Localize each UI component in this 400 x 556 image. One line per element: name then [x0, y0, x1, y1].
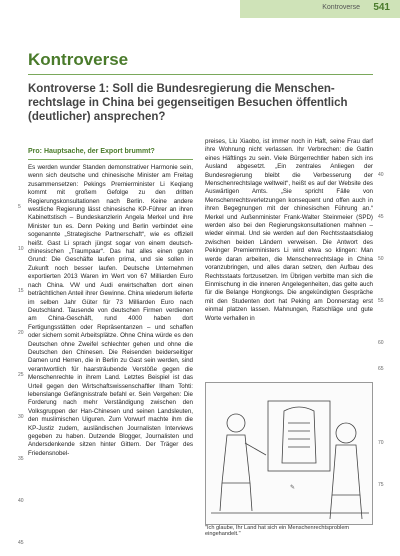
line-number: 55 [378, 298, 384, 304]
left-column-text: Es werden wunder Standen demonstrativer Harmonie sein, wenn sich deutsche und chinesische Minister am Freitag zusammensetzen: Pekings Premierminister Li Keqiang kommt mit großem Gefolge zu den dritten Regierungskonsultationen nach Berlin. Keine andere westliche Regierung lässt chinesische KP-Führer an ihren Kabinettstisch – Bundeskanzlerin Angela Merkel und ihre Minister tun es. Denn Peking und Berlin verbindet eine sogenannte „Strategische Partnerschaft“, wie es offiziell heißt. Gast Li sprach jüngst sogar von einem deutsch-chinesischen „Traumpaar“. Das hat alles einen guten Grund: Die Geschäfte laufen prima, und sie sollen in Zukunft noch besser laufen. Deutsche Unternehmen exportierten 2013 Waren im Wert von 67 Milliarden Euro nach China. VW und Audi erwirtschaften dort einen beträchtlichen Anteil ihrer Gewinne. China wiederum lieferte im selben Jahr Güter für 73 Milliarden Euro nach Deutschland. Tausende von deutschen Firmen verdienen am China-Geschäft, rund 4000 haben dort Fertigungsstätten oder Repräsentanzen – und schaffen oder sichern somit Arbeitsplätze. Ohne China würde es den Deutschen ohne Zweifel schlechter gehen und ohne die Deutschen den Chinesen. Die Reisenden beiderseitiger Damen und Herren, die in Berlin zu Gast sein werden, sind verantwortlich für haarsträubende Verstöße gegen die Menschenrechte in ihrem Land. Letztes Beispiel ist das Urteil gegen den Wirtschaftswissenschaftler Ilham Tohti: lebenslange Gefängnisstrafe befahl er. Sein Vergehen: Die Forderung nach mehr Verständigung zwischen den Volksgruppen der Han-Chinesen und seinen Landsleuten, den muslimischen Uiguren. Zum Vorwurf machte ihm die KP-Justiz zudem, ausländischen Journalisten Interviews gegeben zu haben. Dutzende Blogger, Journalisten und Andersdenkende sitzen hinter Gittern. Der Träger des Friedensnobel- [28, 164, 193, 457]
right-column-text: preises, Liu Xiaobo, ist immer noch in Haft, seine Frau darf ihre Wohnung nicht verlassen. Ihr Verbrechen: die Gattin eines Häftlings zu sein. Viele Bürgerrechtler haben sich ins Ausland abgesetzt. „Ein zentrales Anliegen der Bundesregierung bleibt die Verbesserung der Menschenrechtslage weltweit“, heißt es auf der Website des Auswärtigen Amts. „Sie spricht Fälle von Menschenrechtsverletzungen konsequent und offen auch in ihren Begegnungen mit der chinesischen Führung an.“ Merkel und Außenminister Frank-Walter Steinmeier (SPD) werden also bei den Regierungskonsultationen mahnen – wieder einmal. Und sie werden auf den Rechtsstaatsdialog zwischen beiden Ländern verweisen. Die Antwort des Pekinger Premierministers Li wird etwa so klingen: Man werde daran arbeiten, die Menschenrechtslage in China voranzubringen, und alles daran setzen, den Aufbau des Rechtsstaats fortzusetzen. Im Übrigen verbitte man sich die Einmischung in die inneren Angelegenheiten, das gelte auch für die Belange Hongkongs. Die angekündigten Gespräche mit den Studenten dort hat Peking am Donnerstag erst einmal platzen lassen. Mahnungen, Ratschläge und gute Worte verhallen in [205, 138, 373, 322]
patient-head [336, 423, 356, 443]
patient-body [332, 445, 360, 495]
cartoon-artist-mark: ✎ [290, 485, 296, 491]
cartoon-caption: "Ich glaube, Ihr Land hat sich ein Menschenrechtsproblem eingehandelt." [205, 525, 350, 537]
line-number: 70 [378, 440, 384, 446]
line-number: 50 [378, 256, 384, 262]
cartoon-illustration [205, 382, 373, 525]
main-question: Kontroverse 1: Soll die Bundesregierung die Menschen-rechtslage in China bei gegenseitigen Besuchen öffentlich (deutlicher) ansprechen? [28, 83, 348, 123]
running-head: Kontroverse [322, 4, 360, 11]
cartoon-drawing [206, 383, 373, 525]
line-number: 25 [18, 372, 24, 378]
line-number: 65 [378, 366, 384, 372]
line-number: 60 [378, 340, 384, 346]
doctor-coat [222, 435, 250, 483]
line-number: 40 [18, 498, 24, 504]
xray-ribs [288, 423, 310, 447]
line-number: 20 [18, 330, 24, 336]
line-number: 5 [18, 204, 21, 210]
pro-heading-divider [28, 159, 193, 160]
line-number: 45 [378, 214, 384, 220]
doctor-head [227, 414, 245, 432]
line-number: 40 [378, 172, 384, 178]
patient-legs [330, 495, 362, 519]
xray-torso [282, 407, 316, 463]
line-number: 30 [18, 414, 24, 420]
doctor-legs [220, 483, 252, 511]
line-number: 10 [18, 246, 24, 252]
chapter-title: Kontroverse [28, 50, 129, 69]
pro-heading: Pro: Hauptsache, der Export brummt? [28, 148, 155, 155]
line-number: 45 [18, 540, 24, 546]
page-number: 541 [373, 2, 390, 13]
title-divider [28, 74, 373, 75]
doctor-arm [245, 443, 266, 455]
line-number: 35 [18, 456, 24, 462]
xray-screen [268, 401, 330, 471]
line-number: 15 [18, 288, 24, 294]
line-number: 75 [378, 482, 384, 488]
